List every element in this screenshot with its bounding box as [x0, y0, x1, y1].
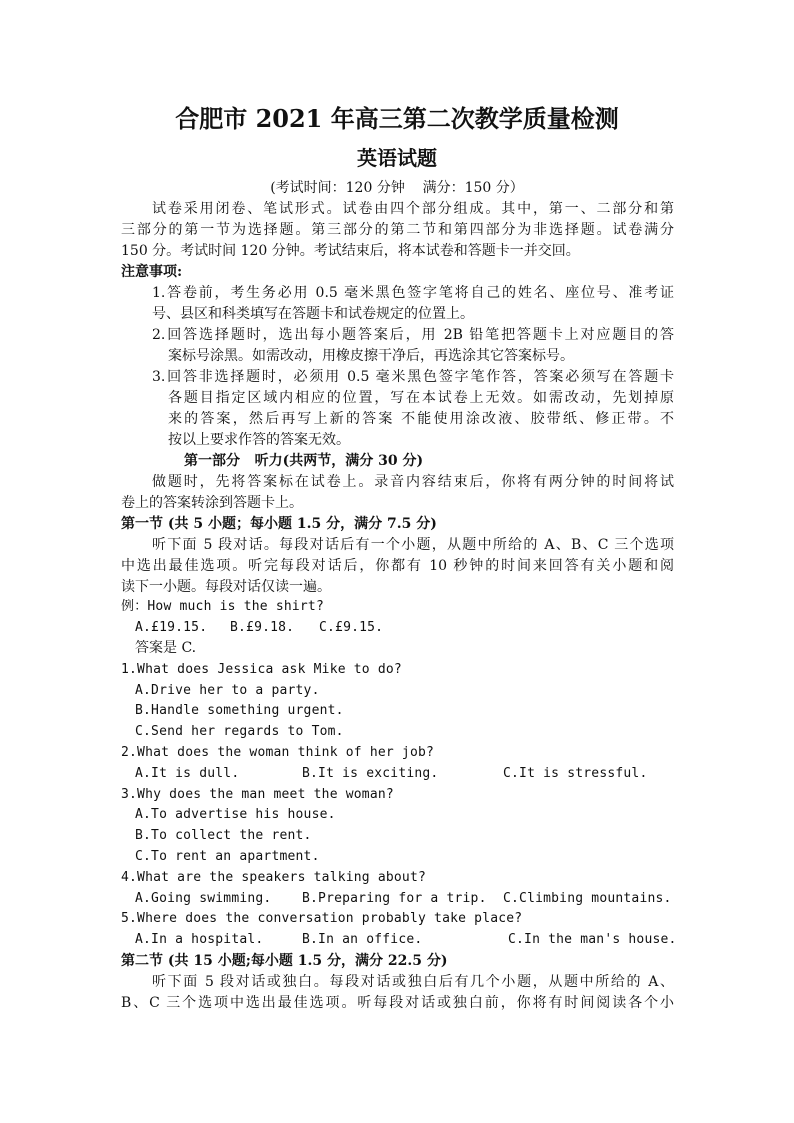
example-question: 例：How much is the shirt?	[121, 599, 324, 614]
question-2: 2.What does the woman think of her job?	[121, 745, 435, 760]
note-line-3: 2.回答选择题时，选出每小题答案后，用 2B 铅笔把答题卡上对应题目的答	[152, 327, 674, 343]
part1-intro-2: 卷上的答案转涂到答题卡上。	[121, 495, 303, 511]
q3-option-a: A.To advertise his house.	[135, 807, 336, 822]
example-answer: 答案是 C.	[135, 640, 197, 656]
note-line-8: 按以上要求作答的答案无效。	[168, 432, 350, 448]
q3-option-c: C.To rent an apartment.	[135, 849, 320, 864]
section2-instr-1: 听下面 5 段对话或独白。每段对话或独白后有几个小题，从题中所给的 A、	[152, 974, 674, 990]
note-line-5: 3.回答非选择题时，必须用 0.5 毫米黑色签字笔作答，答案必须写在答题卡	[152, 369, 674, 385]
section1-heading: 第一节 (共 5 小题；每小题 1.5 分，满分 7.5 分)	[121, 516, 437, 532]
q2-option-c: C.It is stressful.	[503, 766, 648, 781]
note-line-1: 1.答卷前，考生务必用 0.5 毫米黑色签字笔将自己的姓名、座位号、准考证	[152, 285, 674, 301]
intro-line-2: 三部分的第一节为选择题。第三部分的第二节和第四部分为非选择题。试卷满分	[121, 222, 674, 238]
exam-title: 合肥市 2021 年高三第二次教学质量检测	[175, 104, 619, 133]
question-3: 3.Why does the man meet the woman?	[121, 787, 394, 802]
question-4: 4.What are the speakers talking about?	[121, 870, 427, 885]
q1-option-a: A.Drive her to a party.	[135, 683, 320, 698]
q4-option-b: B.Preparing for a trip.	[302, 891, 487, 906]
note-line-6: 各题目指定区域内相应的位置，写在本试卷上无效。如需改动，先划掉原	[168, 390, 674, 406]
q2-option-a: A.It is dull.	[135, 766, 240, 781]
q3-option-b: B.To collect the rent.	[135, 828, 312, 843]
section1-instr-2: 中选出最佳选项。听完每段对话后，你都有 10 秒钟的时间来回答有关小题和阅	[121, 558, 674, 574]
q1-option-b: B.Handle something urgent.	[135, 703, 344, 718]
q5-option-c: C.In the man's house.	[508, 932, 677, 947]
section1-instr-1: 听下面 5 段对话。每段对话后有一个小题，从题中所给的 A、B、C 三个选项	[152, 537, 674, 553]
example-option-b: B.£9.18.	[230, 620, 295, 635]
q5-option-a: A.In a hospital.	[135, 932, 264, 947]
part1-intro-1: 做题时，先将答案标在试卷上。录音内容结束后，你将有两分钟的时间将试	[152, 474, 674, 490]
q4-option-a: A.Going swimming.	[135, 891, 272, 906]
example-option-c: C.£9.15.	[319, 620, 384, 635]
intro-line-3: 150 分。考试时间 120 分钟。考试结束后，将本试卷和答题卡一并交回。	[121, 243, 580, 259]
subject-title: 英语试题	[357, 146, 437, 170]
part1-heading: 第一部分 听力(共两节，满分 30 分)	[184, 453, 424, 469]
question-1: 1.What does Jessica ask Mike to do?	[121, 662, 402, 677]
section2-instr-2: B、C 三个选项中选出最佳选项。听每段对话或独白前，你将有时间阅读各个小	[121, 995, 674, 1011]
note-line-2: 号、县区和科类填写在答题卡和试卷规定的位置上。	[152, 306, 474, 322]
notes-heading: 注意事项:	[121, 264, 183, 280]
q1-option-c: C.Send her regards to Tom.	[135, 724, 344, 739]
note-line-7: 来的答案，然后再写上新的答案 不能使用涂改液、胶带纸、修正带。不	[168, 411, 674, 427]
section1-instr-3: 读下一小题。每段对话仅读一遍。	[121, 579, 331, 595]
intro-line-1: 试卷采用闭卷、笔试形式。试卷由四个部分组成。其中，第一、二部分和第	[152, 201, 674, 217]
exam-info: (考试时间：120 分钟 满分：150 分）	[270, 180, 524, 196]
question-5: 5.Where does the conversation probably take place?	[121, 911, 523, 926]
note-line-4: 案标号涂黑。如需改动，用橡皮擦干净后，再选涂其它答案标号。	[168, 348, 574, 364]
example-option-a: A.£19.15.	[135, 620, 208, 635]
q2-option-b: B.It is exciting.	[302, 766, 439, 781]
q5-option-b: B.In an office.	[302, 932, 423, 947]
q4-option-c: C.Climbing mountains.	[503, 891, 672, 906]
section2-heading: 第二节 (共 15 小题;每小题 1.5 分，满分 22.5 分)	[121, 953, 448, 969]
